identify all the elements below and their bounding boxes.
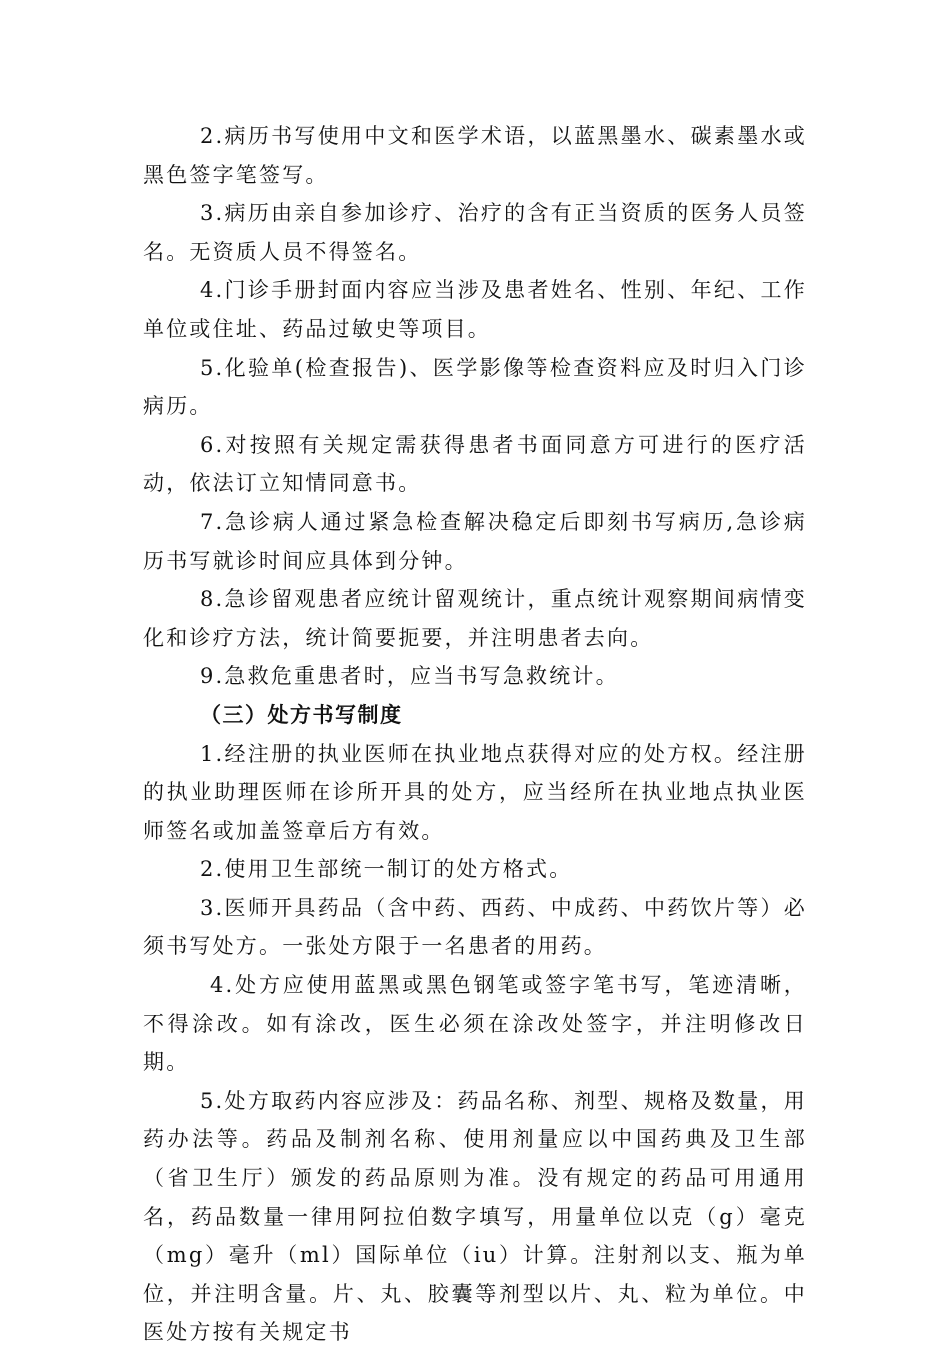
document-body — [143, 117, 807, 1352]
paragraph-8: 8.急诊留观患者应统计留观统计，重点统计观察期间病情变化和诊疗方法，统计简要扼要，并注明患者去向。 — [143, 587, 807, 650]
prescription-paragraph-5: 5.处方取药内容应涉及：药品名称、剂型、规格及数量，用药办法等。药品及制剂名称、使用剂量应以中国药典及卫生部（省卫生厅）颁发的药品原则为准。没有规定的药品可用通用名，药品数量一律用阿拉伯数字填写，用量单位以克（g）毫克（mg）毫升（ml）国际单位（iu）计算。注射剂以支、瓶为单位，并注明含量。片、丸、胶囊等剂型以片、丸、粒为单位。中医处方按有关规定书 — [143, 1088, 807, 1345]
prescription-paragraph-4: 4.处方应使用蓝黑或黑色钢笔或签字笔书写，笔迹清晰，不得涂改。如有涂改，医生必须在涂改处签字，并注明修改日期。 — [143, 973, 807, 1075]
paragraph-3: 3.病历由亲自参加诊疗、治疗的含有正当资质的医务人员签名。无资质人员不得签名。 — [143, 201, 807, 264]
paragraph-4: 4.门诊手册封面内容应当涉及患者姓名、性别、年纪、工作单位或住址、药品过敏史等项目。 — [143, 278, 807, 341]
paragraph-2: 2.病历书写使用中文和医学术语，以蓝黑墨水、碳素墨水或黑色签字笔签写。 — [143, 124, 807, 187]
paragraph-9: 9.急救危重患者时，应当书写急救统计。 — [200, 664, 619, 689]
paragraph-5: 5.化验单(检查报告)、医学影像等检查资料应及时归入门诊病历。 — [143, 355, 807, 419]
section-heading-prescription: （三）处方书写制度 — [200, 702, 403, 727]
prescription-paragraph-1: 1.经注册的执业医师在执业地点获得对应的处方权。经注册的执业助理医师在诊所开具的处方，应当经所在执业地点执业医师签名或加盖签章后方有效。 — [143, 741, 807, 843]
prescription-paragraph-2: 2.使用卫生部统一制订的处方格式。 — [200, 857, 573, 882]
paragraph-6: 6.对按照有关规定需获得患者书面同意方可进行的医疗活动，依法订立知情同意书。 — [143, 432, 807, 496]
paragraph-7: 7.急诊病人通过紧急检查解决稳定后即刻书写病历,急诊病历书写就诊时间应具体到分钟。 — [143, 509, 807, 573]
prescription-paragraph-3: 3.医师开具药品（含中药、西药、中成药、中药饮片等）必须书写处方。一张处方限于一名患者的用药。 — [143, 895, 807, 959]
